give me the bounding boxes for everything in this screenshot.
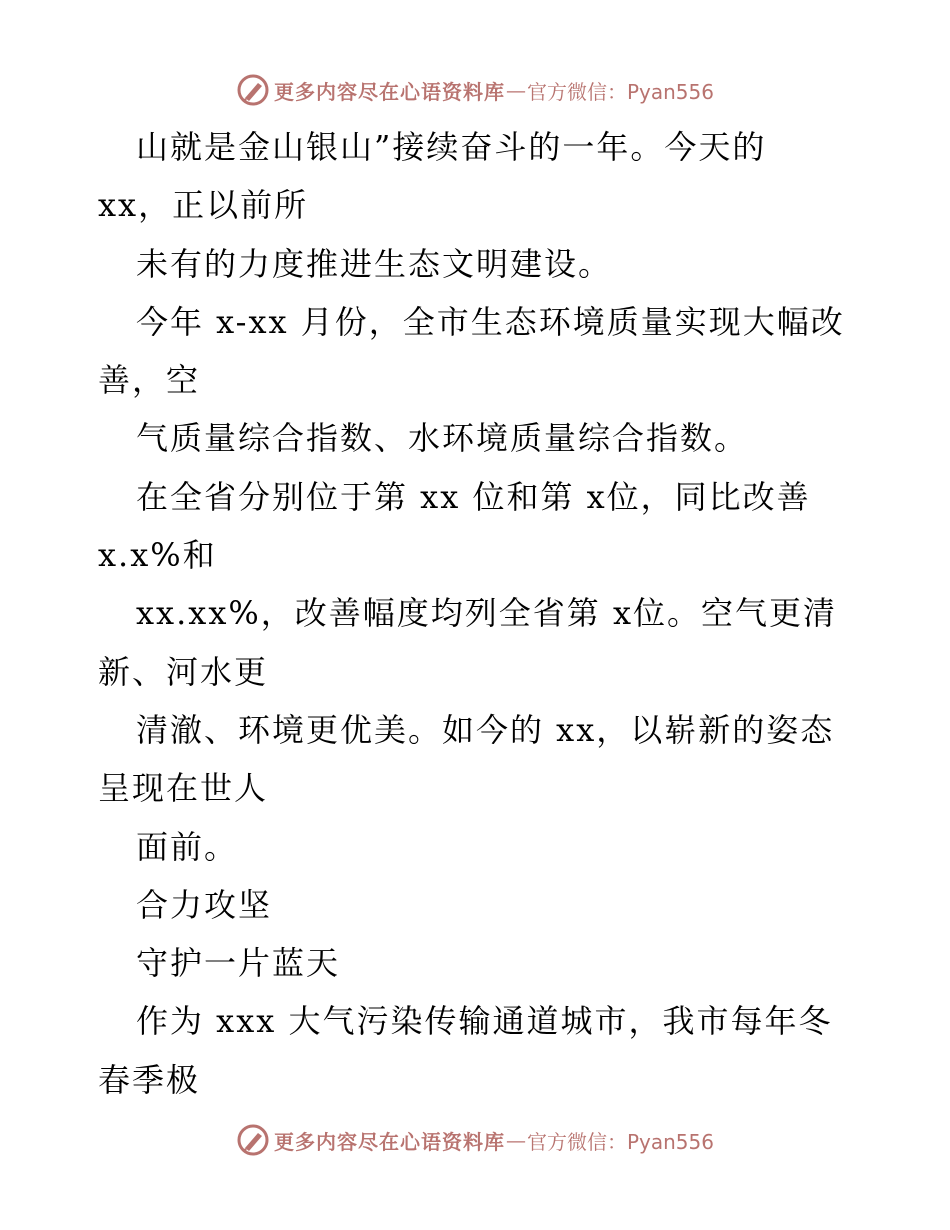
text-line: 呈现在世人 [98, 769, 269, 808]
pen-logo-icon [236, 73, 270, 107]
text-line: 新、河水更 [98, 652, 269, 691]
banner-wechat: 官方微信：Pyan556 [526, 79, 714, 104]
banner-text: 更多内容尽在心语资料库 [273, 79, 505, 104]
footer-banner [0, 1120, 950, 1160]
banner-text: 更多内容尽在心语资料库 [273, 1129, 505, 1154]
header-banner [0, 70, 950, 110]
text-line: 山就是金山银山”接续奋斗的一年。今天的 [136, 128, 767, 166]
text-line: 气质量综合指数、水环境质量综合指数。 [136, 419, 749, 458]
pen-logo-icon [236, 1123, 270, 1157]
document-body [98, 118, 858, 1109]
text-line: 在全省分别位于第 xx 位和第 x位，同比改善 [136, 477, 811, 516]
text-line: xx.xx%，改善幅度均列全省第 x位。空气更清 [136, 594, 837, 633]
banner-dash: — [505, 1128, 526, 1152]
banner-wechat: 官方微信：Pyan556 [526, 1129, 714, 1154]
text-line: 守护一片蓝天 [136, 944, 341, 983]
text-line: 春季极 [98, 1060, 201, 1099]
text-line: 善，空 [98, 361, 201, 400]
text-line: 未有的力度推进生态文明建设。 [136, 244, 613, 283]
banner-dash: — [505, 78, 526, 102]
text-line: 今年 x-xx 月份，全市生态环境质量实现大幅改 [136, 302, 845, 341]
text-line: xx，正以前所 [98, 186, 309, 225]
text-line: 作为 xxx 大气污染传输通道城市，我市每年冬 [136, 1002, 833, 1041]
text-line: 清澈、环境更优美。如今的 xx，以崭新的姿态 [136, 710, 835, 749]
text-line: 合力攻坚 [136, 885, 273, 924]
text-line: 面前。 [136, 827, 239, 866]
text-line: x.x%和 [98, 536, 217, 575]
